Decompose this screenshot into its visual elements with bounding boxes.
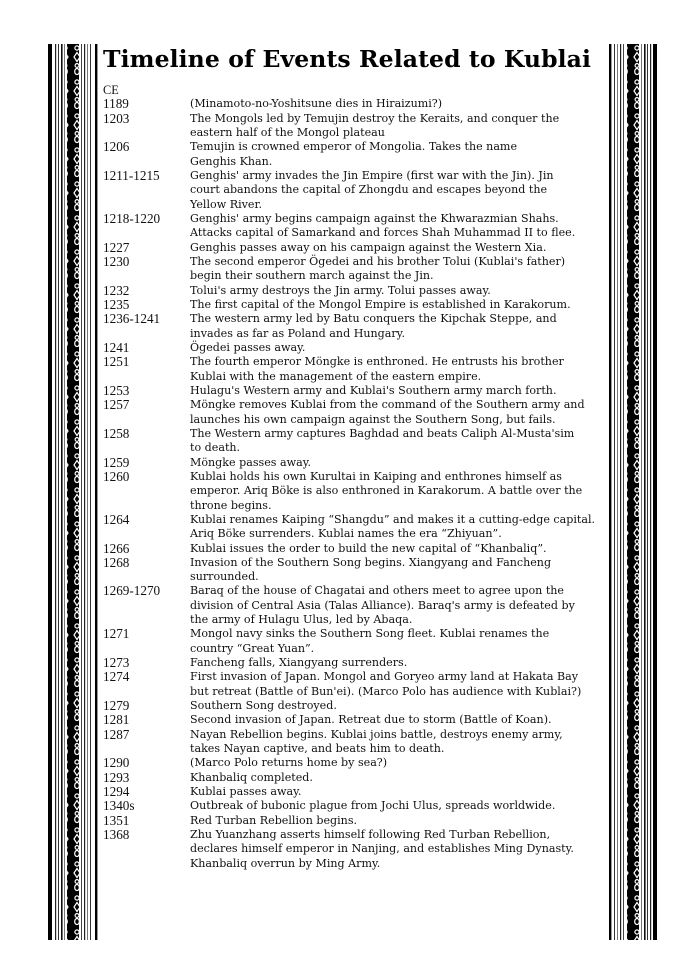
timeline-entry bbox=[103, 771, 613, 785]
timeline-entry bbox=[103, 140, 613, 169]
entry-description-line: country “Great Yuan”. bbox=[190, 641, 315, 655]
entry-date: 1258 bbox=[103, 425, 130, 441]
entry-description-line: Attacks capital of Samarkand and forces Shah Muhammad II to flee. bbox=[190, 226, 576, 240]
entry-description bbox=[190, 556, 613, 585]
entry-description-line: eastern half of the Mongol plateau bbox=[190, 125, 385, 139]
entry-description bbox=[190, 814, 613, 828]
entry-description bbox=[190, 627, 613, 656]
entry-description bbox=[190, 312, 613, 341]
entry-description bbox=[190, 828, 613, 871]
entry-description bbox=[190, 255, 613, 284]
era-label: CE bbox=[103, 83, 119, 97]
entry-description bbox=[190, 355, 613, 384]
entry-description bbox=[190, 584, 613, 627]
entry-description-line: Nayan Rebellion begins. Kublai joins battle, destroys enemy army, bbox=[190, 727, 563, 741]
entry-description-line: Ögedei passes away. bbox=[190, 340, 306, 354]
entry-description-line: Southern Song destroyed. bbox=[190, 699, 337, 713]
entry-description-line: invades as far as Poland and Hungary. bbox=[190, 326, 405, 340]
entry-date: 1269-1270 bbox=[103, 583, 161, 599]
timeline-entry bbox=[103, 112, 613, 141]
entry-description-line: Genghis' army invades the Jin Empire (first war with the Jin). Jin bbox=[190, 168, 554, 182]
entry-description-line: Outbreak of bubonic plague from Jochi Ulus, spreads worldwide. bbox=[190, 799, 556, 813]
entry-description-line: Kublai renames Kaiping “Shangdu” and makes it a cutting-edge capital. bbox=[190, 512, 596, 526]
entry-date: 1273 bbox=[103, 655, 130, 671]
entry-description-line: Invasion of the Southern Song begins. Xiangyang and Fancheng bbox=[190, 555, 552, 569]
entry-description-line: emperor. Ariq Böke is also enthroned in Karakorum. A battle over the bbox=[190, 484, 583, 498]
entry-description bbox=[190, 169, 613, 212]
entry-description bbox=[190, 513, 613, 542]
entry-date: 1218-1220 bbox=[103, 210, 161, 226]
entry-date: 1281 bbox=[103, 712, 130, 728]
entry-description bbox=[190, 542, 613, 556]
entry-description bbox=[190, 112, 613, 141]
entry-date: 1260 bbox=[103, 468, 130, 484]
entry-description bbox=[190, 728, 613, 757]
timeline-entry bbox=[103, 713, 613, 727]
entry-date: 1251 bbox=[103, 354, 130, 370]
entry-description-line: Khanbaliq overrun by Ming Army. bbox=[190, 856, 381, 870]
entry-description-line: to death. bbox=[190, 441, 241, 455]
timeline-entry bbox=[103, 699, 613, 713]
entry-description-line: Zhu Yuanzhang asserts himself following Red Turban Rebellion, bbox=[190, 828, 551, 842]
timeline-entry bbox=[103, 756, 613, 770]
entry-description-line: surrounded. bbox=[190, 570, 259, 584]
timeline-entry bbox=[103, 284, 613, 298]
ornamental-border-right-graphic bbox=[607, 44, 659, 940]
entry-description bbox=[190, 470, 613, 513]
timeline-entry bbox=[103, 312, 613, 341]
entry-description bbox=[190, 656, 613, 670]
entry-description-line: Kublai issues the order to build the new capital of “Khanbaliq”. bbox=[190, 541, 547, 555]
entry-description-line: The fourth emperor Möngke is enthroned. He entrusts his brother bbox=[190, 355, 564, 369]
timeline-entry bbox=[103, 169, 613, 212]
entry-description-line: Möngke passes away. bbox=[190, 455, 312, 469]
timeline-entry bbox=[103, 470, 613, 513]
entry-description bbox=[190, 241, 613, 255]
entry-description-line: Genghis' army begins campaign against the Khwarazmian Shahs. bbox=[190, 211, 559, 225]
entry-description bbox=[190, 341, 613, 355]
entry-description-line: the army of Hulagu Ulus, led by Abaqa. bbox=[190, 613, 413, 627]
entry-description-line: Mongol navy sinks the Southern Song fleet. Kublai renames the bbox=[190, 627, 550, 641]
entry-date: 1211-1215 bbox=[103, 167, 160, 183]
entry-description bbox=[190, 97, 613, 111]
ornamental-border-right bbox=[607, 44, 659, 940]
timeline-entry bbox=[103, 384, 613, 398]
entry-date: 1351 bbox=[103, 812, 130, 828]
timeline-entry bbox=[103, 656, 613, 670]
entry-description-line: (Minamoto-no-Yoshitsune dies in Hiraizumi?) bbox=[190, 97, 443, 111]
entry-description-line: Kublai with the management of the eastern empire. bbox=[190, 369, 482, 383]
timeline-entry bbox=[103, 255, 613, 284]
entry-date: 1189 bbox=[103, 96, 129, 112]
entry-description-line: Red Turban Rebellion begins. bbox=[190, 813, 358, 827]
entry-date: 1259 bbox=[103, 454, 130, 470]
entry-description-line: division of Central Asia (Talas Alliance). Baraq's army is defeated by bbox=[190, 598, 575, 612]
entry-date: 1287 bbox=[103, 726, 130, 742]
timeline-events bbox=[103, 97, 613, 871]
entry-description-line: The Mongols led by Temujin destroy the Keraits, and conquer the bbox=[190, 111, 560, 125]
entry-description-line: The second emperor Ögedei and his brother Tolui (Kublai's father) bbox=[190, 254, 566, 268]
entry-description-line: Kublai passes away. bbox=[190, 785, 302, 799]
entry-description-line: launches his own campaign against the Southern Song, but fails. bbox=[190, 412, 556, 426]
timeline-entry bbox=[103, 341, 613, 355]
entry-description-line: Genghis Khan. bbox=[190, 154, 273, 168]
entry-description bbox=[190, 799, 613, 813]
entry-description bbox=[190, 756, 613, 770]
entry-description-line: Second invasion of Japan. Retreat due to storm (Battle of Koan). bbox=[190, 713, 552, 727]
entry-date: 1236-1241 bbox=[103, 311, 161, 327]
entry-date: 1279 bbox=[103, 698, 130, 714]
entry-description bbox=[190, 771, 613, 785]
entry-description bbox=[190, 212, 613, 241]
entry-date: 1268 bbox=[103, 554, 130, 570]
entry-description-line: Ariq Böke surrenders. Kublai names the era “Zhiyuan”. bbox=[190, 527, 502, 541]
timeline-entry bbox=[103, 556, 613, 585]
entry-description bbox=[190, 785, 613, 799]
entry-date: 1294 bbox=[103, 784, 130, 800]
entry-description bbox=[190, 427, 613, 456]
entry-description bbox=[190, 140, 613, 169]
timeline-entry bbox=[103, 456, 613, 470]
entry-description-line: Hulagu's Western army and Kublai's Southern army march forth. bbox=[190, 383, 557, 397]
entry-description bbox=[190, 713, 613, 727]
entry-date: 1368 bbox=[103, 827, 130, 843]
entry-description bbox=[190, 699, 613, 713]
timeline-entry bbox=[103, 427, 613, 456]
entry-description-line: Khanbaliq completed. bbox=[190, 770, 313, 784]
ornamental-border-left bbox=[47, 44, 99, 940]
timeline-entry bbox=[103, 513, 613, 542]
entry-description-line: Kublai holds his own Kurultai in Kaiping and enthrones himself as bbox=[190, 469, 562, 483]
timeline-entry bbox=[103, 97, 613, 111]
entry-date: 1203 bbox=[103, 110, 130, 126]
entry-description-line: Temujin is crowned emperor of Mongolia. Takes the name bbox=[190, 140, 518, 154]
entry-description bbox=[190, 670, 613, 699]
timeline-entry bbox=[103, 670, 613, 699]
entry-description-line: Tolui's army destroys the Jin army. Tolui passes away. bbox=[190, 283, 491, 297]
entry-description-line: throne begins. bbox=[190, 498, 272, 512]
entry-description-line: (Marco Polo returns home by sea?) bbox=[190, 756, 388, 770]
entry-description bbox=[190, 284, 613, 298]
entry-description-line: The first capital of the Mongol Empire is established in Karakorum. bbox=[190, 297, 571, 311]
page-title: Timeline of Events Related to Kublai bbox=[103, 45, 592, 73]
entry-date: 1274 bbox=[103, 669, 130, 685]
timeline-entry bbox=[103, 212, 613, 241]
entry-description-line: Yellow River. bbox=[190, 197, 263, 211]
timeline bbox=[103, 83, 613, 871]
entry-description-line: Fancheng falls, Xiangyang surrenders. bbox=[190, 656, 408, 670]
timeline-entry bbox=[103, 814, 613, 828]
entry-description bbox=[190, 298, 613, 312]
entry-date: 1230 bbox=[103, 253, 130, 269]
timeline-entry bbox=[103, 828, 613, 871]
timeline-entry bbox=[103, 785, 613, 799]
timeline-entry bbox=[103, 799, 613, 813]
entry-date: 1235 bbox=[103, 296, 130, 312]
entry-description-line: The western army led by Batu conquers the Kipchak Steppe, and bbox=[190, 312, 557, 326]
entry-description-line: declares himself emperor in Nanjing, and establishes Ming Dynasty. bbox=[190, 842, 574, 856]
entry-description-line: takes Nayan captive, and beats him to death. bbox=[190, 742, 445, 756]
entry-date: 1340s bbox=[103, 798, 135, 814]
entry-description-line: Baraq of the house of Chagatai and others meet to agree upon the bbox=[190, 584, 564, 598]
entry-description bbox=[190, 456, 613, 470]
entry-description-line: Möngke removes Kublai from the command of the Southern army and bbox=[190, 398, 585, 412]
entry-description-line: First invasion of Japan. Mongol and Goryeo army land at Hakata Bay bbox=[190, 670, 579, 684]
timeline-entry bbox=[103, 627, 613, 656]
entry-date: 1290 bbox=[103, 755, 130, 771]
entry-description bbox=[190, 398, 613, 427]
entry-date: 1266 bbox=[103, 540, 130, 556]
timeline-entry bbox=[103, 298, 613, 312]
entry-description bbox=[190, 384, 613, 398]
entry-date: 1271 bbox=[103, 626, 130, 642]
entry-date: 1227 bbox=[103, 239, 130, 255]
timeline-entry bbox=[103, 398, 613, 427]
entry-date: 1206 bbox=[103, 139, 130, 155]
timeline-entry bbox=[103, 728, 613, 757]
entry-date: 1232 bbox=[103, 282, 130, 298]
entry-date: 1241 bbox=[103, 339, 130, 355]
entry-date: 1257 bbox=[103, 397, 130, 413]
entry-description-line: The Western army captures Baghdad and beats Caliph Al-Musta'sim bbox=[190, 426, 575, 440]
timeline-entry bbox=[103, 542, 613, 556]
entry-description-line: but retreat (Battle of Bun'ei). (Marco Polo has audience with Kublai?) bbox=[190, 684, 582, 698]
entry-date: 1264 bbox=[103, 511, 130, 527]
entry-description-line: begin their southern march against the Jin. bbox=[190, 269, 434, 283]
timeline-entry bbox=[103, 584, 613, 627]
entry-description-line: court abandons the capital of Zhongdu and escapes beyond the bbox=[190, 183, 548, 197]
entry-date: 1253 bbox=[103, 382, 130, 398]
timeline-entry bbox=[103, 241, 613, 255]
ornamental-border-left-graphic bbox=[47, 44, 99, 940]
entry-description-line: Genghis passes away on his campaign against the Western Xia. bbox=[190, 240, 547, 254]
timeline-entry bbox=[103, 355, 613, 384]
entry-date: 1293 bbox=[103, 769, 130, 785]
